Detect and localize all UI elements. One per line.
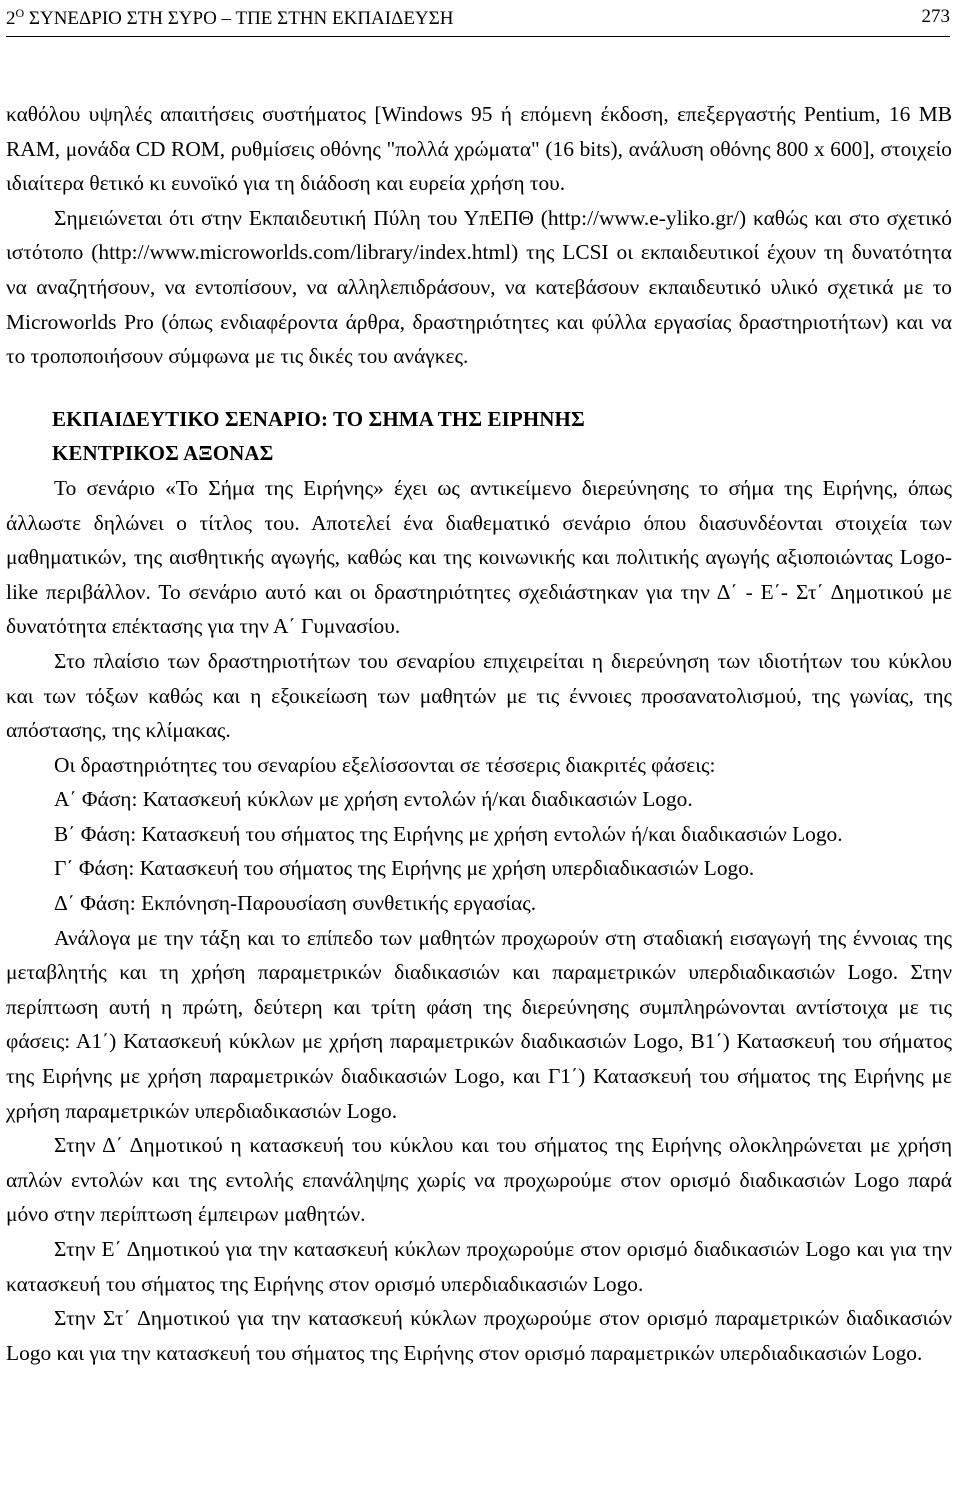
conference-title [6,6,453,30]
subsection-heading: ΚΕΝΤΡΙΚΟΣ ΑΞΟΝΑΣ [52,441,274,466]
paragraph-scenario: Το σενάριο «Το Σήμα της Ειρήνης» έχει ως αντικείμενο διερεύνησης το σήμα της Ειρήνης, όπως άλλωστε δηλώνει ο τίτλος του. Αποτελεί ένα διαθεματικό σενάριο όπου διασυνδέονται στοιχεία των μαθηματικών, της αισθητικής αγωγής, καθώς και της κοινωνικής και πολιτικής αγωγής αξιοποιώντας Logo-like περιβάλλον. Το σενάριο αυτό και οι δραστηριότητες σχεδιάστηκαν για την Δ΄ - Ε΄- Στ΄ Δημοτικού με δυνατότητα επέκτασης για την Α΄ Γυμνασίου. [6,475,952,639]
phase-b: Β΄ Φάση: Κατασκευή του σήματος της Ειρήνης με χρήση εντολών ή/και διαδικασιών Logo. [54,821,843,846]
intro-paragraph: καθόλου υψηλές απαιτήσεις συστήματος [Windows 95 ή επόμενη έκδοση, επεξεργαστής Pentium, 16 MB RAM, μονάδα CD ROM, ρυθμίσεις οθόνης "πολλά χρώματα" (16 bits), ανάλυση οθόνης 800 x 600], στοιχείο ιδιαίτερα θετικό κι ευνοϊκό για τη διάδοση και ευρεία χρήση του. [6,102,952,196]
conference-ordinal: Ο [15,6,25,20]
running-header [6,0,950,37]
conference-number: 2 [6,8,16,29]
paragraph-phases-intro: Οι δραστηριότητες του σεναρίου εξελίσσονται σε τέσσερις διακριτές φάσεις: [54,752,716,777]
phase-a: Α΄ Φάση: Κατασκευή κύκλων με χρήση εντολών ή/και διαδικασιών Logo. [54,787,693,812]
paragraph-grade-6: Στην Στ΄ Δημοτικού για την κατασκευή κύκλων προχωρούμε στον ορισμό παραμετρικών διαδικασιών Logo και για την κατασκευή του σήματος της Ειρήνης στον ορισμό παραμετρικών υπερδιαδικασιών Logo. [6,1306,952,1365]
phase-d: Δ΄ Φάση: Εκπόνηση-Παρουσίαση συνθετικής εργασίας. [54,891,537,916]
document-body [6,97,952,1370]
paragraph-variables: Ανάλογα με την τάξη και το επίπεδο των μαθητών προχωρούν στη σταδιακή εισαγωγή της έννοιας της μεταβλητής και τη χρήση παραμετρικών διαδικασιών και παραμετρικών υπερδιαδικασιών Logo. Στην περίπτωση αυτή η πρώτη, δεύτερη και τρίτη φάση της διερεύνησης συμπληρώνονται αντίστοιχα με τις φάσεις: Α1΄) Κατασκευή κύκλων με χρήση παραμετρικών διαδικασιών Logo, Β1΄) Κατασκευή του σήματος της Ειρήνης με χρήση παραμετρικών διαδικασιών Logo, και Γ1΄) Κατασκευή του σήματος της Ειρήνης με χρήση παραμετρικών υπερδιαδικασιών Logo. [6,925,952,1123]
paragraph-grade-4: Στην Δ΄ Δημοτικού η κατασκευή του κύκλου και του σήματος της Ειρήνης ολοκληρώνεται με χρήση απλών εντολών και της εντολής επανάληψης χωρίς να προχωρούμε στον ορισμό διαδικασιών Logo παρά μόνο στην περίπτωση έμπειρων μαθητών. [6,1133,952,1227]
note-paragraph: Σημειώνεται ότι στην Εκπαιδευτική Πύλη του ΥπΕΠΘ (http://www.e-yliko.gr/) καθώς και στο σχετικό ιστότοπο (http://www.microworlds.com/library/index.html) της LCSI οι εκπαιδευτικοί έχουν τη δυνατότητα να αναζητήσουν, να εντοπίσουν, να αλληλεπιδράσουν, να κατεβάσουν εκπαιδευτικό υλικό σχετικά με το Microworlds Pro (όπως ενδιαφέροντα άρθρα, δραστηριότητες και φύλλα εργασίας δραστηριοτήτων) και να το τροποποιήσουν σύμφωνα με τις δικές του ανάγκες. [6,205,952,369]
phase-c: Γ΄ Φάση: Κατασκευή του σήματος της Ειρήνης με χρήση υπερδιαδικασιών Logo. [54,856,755,881]
spacer [6,374,952,402]
paragraph-grade-5: Στην Ε΄ Δημοτικού για την κατασκευή κύκλων προχωρούμε στον ορισμό διαδικασιών Logo και για την κατασκευή του σήματος της Ειρήνης στον ορισμό υπερδιαδικασιών Logo. [6,1237,952,1296]
section-heading: ΕΚΠΑΙΔΕΥΤΙΚΟ ΣΕΝΑΡΙΟ: ΤΟ ΣΗΜΑ ΤΗΣ ΕΙΡΗΝΗΣ [52,406,585,431]
conference-title-text: ΣΥΝΕΔΡΙΟ ΣΤΗ ΣΥΡΟ – ΤΠΕ ΣΤΗΝ ΕΚΠΑΙΔΕΥΣΗ [24,8,454,29]
paragraph-framework: Στο πλαίσιο των δραστηριοτήτων του σεναρίου επιχειρείται η διερεύνηση των ιδιοτήτων του κύκλου και των τόξων καθώς και η εξοικείωση των μαθητών με τις έννοιες προσανατολισμού, της γωνίας, της απόστασης, της κλίμακας. [6,648,952,743]
page-number: 273 [921,6,950,27]
